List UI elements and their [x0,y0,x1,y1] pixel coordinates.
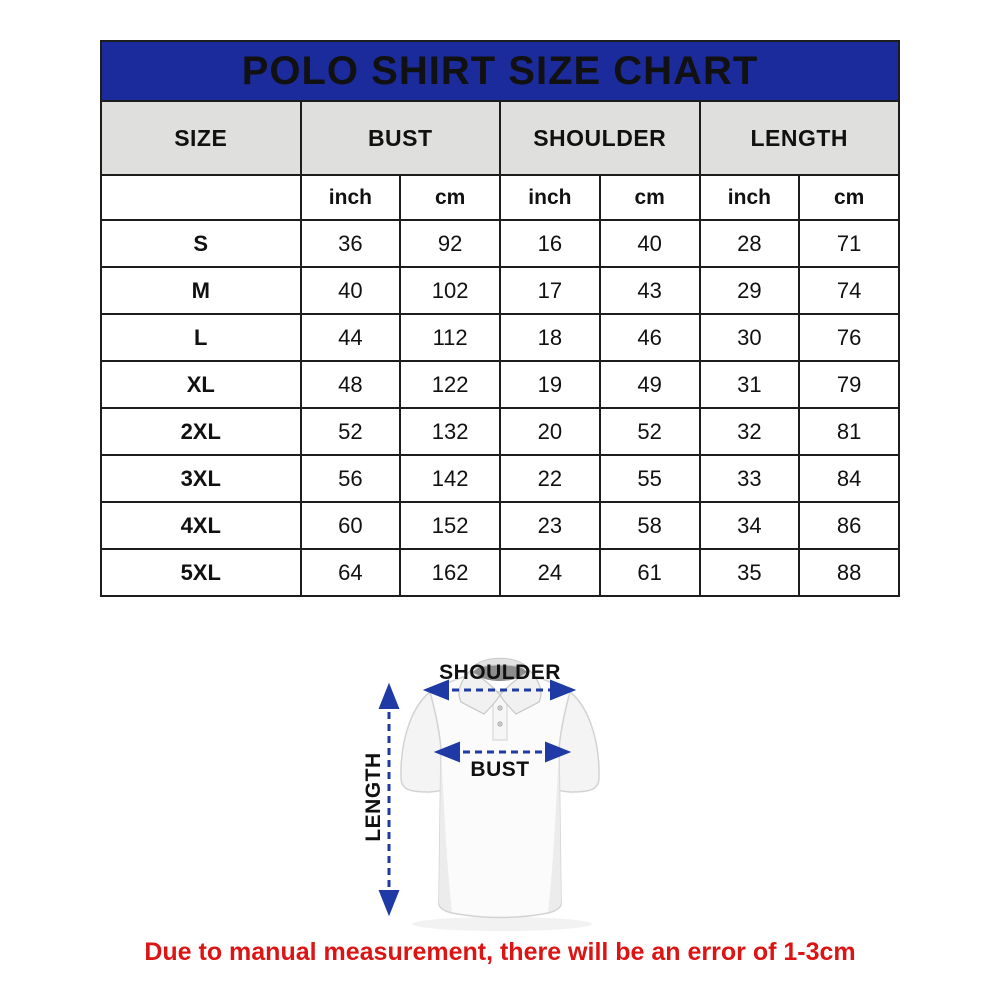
table-row [101,455,899,502]
measurement-cell: 122 [400,361,500,408]
chart-title: POLO SHIRT SIZE CHART [101,41,899,101]
size-label: S [101,220,301,267]
measurement-cell: 64 [301,549,401,596]
measurement-cell: 33 [700,455,800,502]
measurement-cell: 19 [500,361,600,408]
size-label: XL [101,361,301,408]
measurement-cell: 35 [700,549,800,596]
table-row [101,408,899,455]
measurement-cell: 58 [600,502,700,549]
measurement-cell: 79 [799,361,899,408]
table-row [101,361,899,408]
measurement-cell: 74 [799,267,899,314]
measurement-cell: 28 [700,220,800,267]
unit-bust-cm: cm [400,175,500,220]
shirt-button [498,706,502,710]
size-label: 4XL [101,502,301,549]
measurement-cell: 40 [301,267,401,314]
measurement-cell: 88 [799,549,899,596]
table-row [101,220,899,267]
size-table-body [101,220,899,596]
table-row [101,549,899,596]
unit-shoulder-cm: cm [600,175,700,220]
measurement-cell: 31 [700,361,800,408]
size-label: M [101,267,301,314]
unit-length-inch: inch [700,175,800,220]
measurement-cell: 92 [400,220,500,267]
measurement-cell: 40 [600,220,700,267]
measurement-cell: 22 [500,455,600,502]
measurement-cell: 36 [301,220,401,267]
measurement-cell: 71 [799,220,899,267]
header-shoulder: SHOULDER [500,101,700,175]
shoulder-label: SHOULDER [439,661,561,684]
measurement-cell: 24 [500,549,600,596]
size-label: 5XL [101,549,301,596]
unit-shoulder-inch: inch [500,175,600,220]
header-bust: BUST [301,101,501,175]
measurement-cell: 52 [301,408,401,455]
measurement-cell: 84 [799,455,899,502]
measurement-cell: 86 [799,502,899,549]
measurement-cell: 162 [400,549,500,596]
measurement-cell: 112 [400,314,500,361]
table-row [101,502,899,549]
measurement-cell: 56 [301,455,401,502]
unit-bust-inch: inch [301,175,401,220]
measurement-cell: 152 [400,502,500,549]
measurement-cell: 34 [700,502,800,549]
unit-header-row [101,175,899,220]
measurement-cell: 52 [600,408,700,455]
polo-shirt-illustration [340,640,660,945]
measurement-disclaimer: Due to manual measurement, there will be an error of 1-3cm [144,938,856,966]
bust-label: BUST [470,758,530,781]
size-label: 3XL [101,455,301,502]
unit-length-cm: cm [799,175,899,220]
measurement-cell: 132 [400,408,500,455]
measurement-cell: 44 [301,314,401,361]
measurement-cell: 20 [500,408,600,455]
measurement-cell: 48 [301,361,401,408]
shirt-shadow [412,917,592,931]
size-label: 2XL [101,408,301,455]
table-row [101,314,899,361]
size-chart-table [100,40,900,597]
size-label: L [101,314,301,361]
measurement-cell: 142 [400,455,500,502]
measurement-cell: 18 [500,314,600,361]
measurement-cell: 60 [301,502,401,549]
group-header-row [101,101,899,175]
measurement-cell: 55 [600,455,700,502]
measurement-cell: 49 [600,361,700,408]
measurement-cell: 29 [700,267,800,314]
table-row [101,267,899,314]
measurement-cell: 32 [700,408,800,455]
measurement-cell: 23 [500,502,600,549]
measurement-cell: 30 [700,314,800,361]
measurement-cell: 102 [400,267,500,314]
measurement-cell: 81 [799,408,899,455]
corner-cell [101,175,301,220]
measurement-cell: 61 [600,549,700,596]
measurement-cell: 16 [500,220,600,267]
header-length: LENGTH [700,101,900,175]
shirt-button [498,722,502,726]
header-size: SIZE [101,101,301,175]
measurement-cell: 46 [600,314,700,361]
measurement-cell: 43 [600,267,700,314]
measurement-diagram [340,640,660,945]
measurement-cell: 76 [799,314,899,361]
title-row [101,41,899,101]
length-label: LENGTH [362,752,385,842]
measurement-cell: 17 [500,267,600,314]
